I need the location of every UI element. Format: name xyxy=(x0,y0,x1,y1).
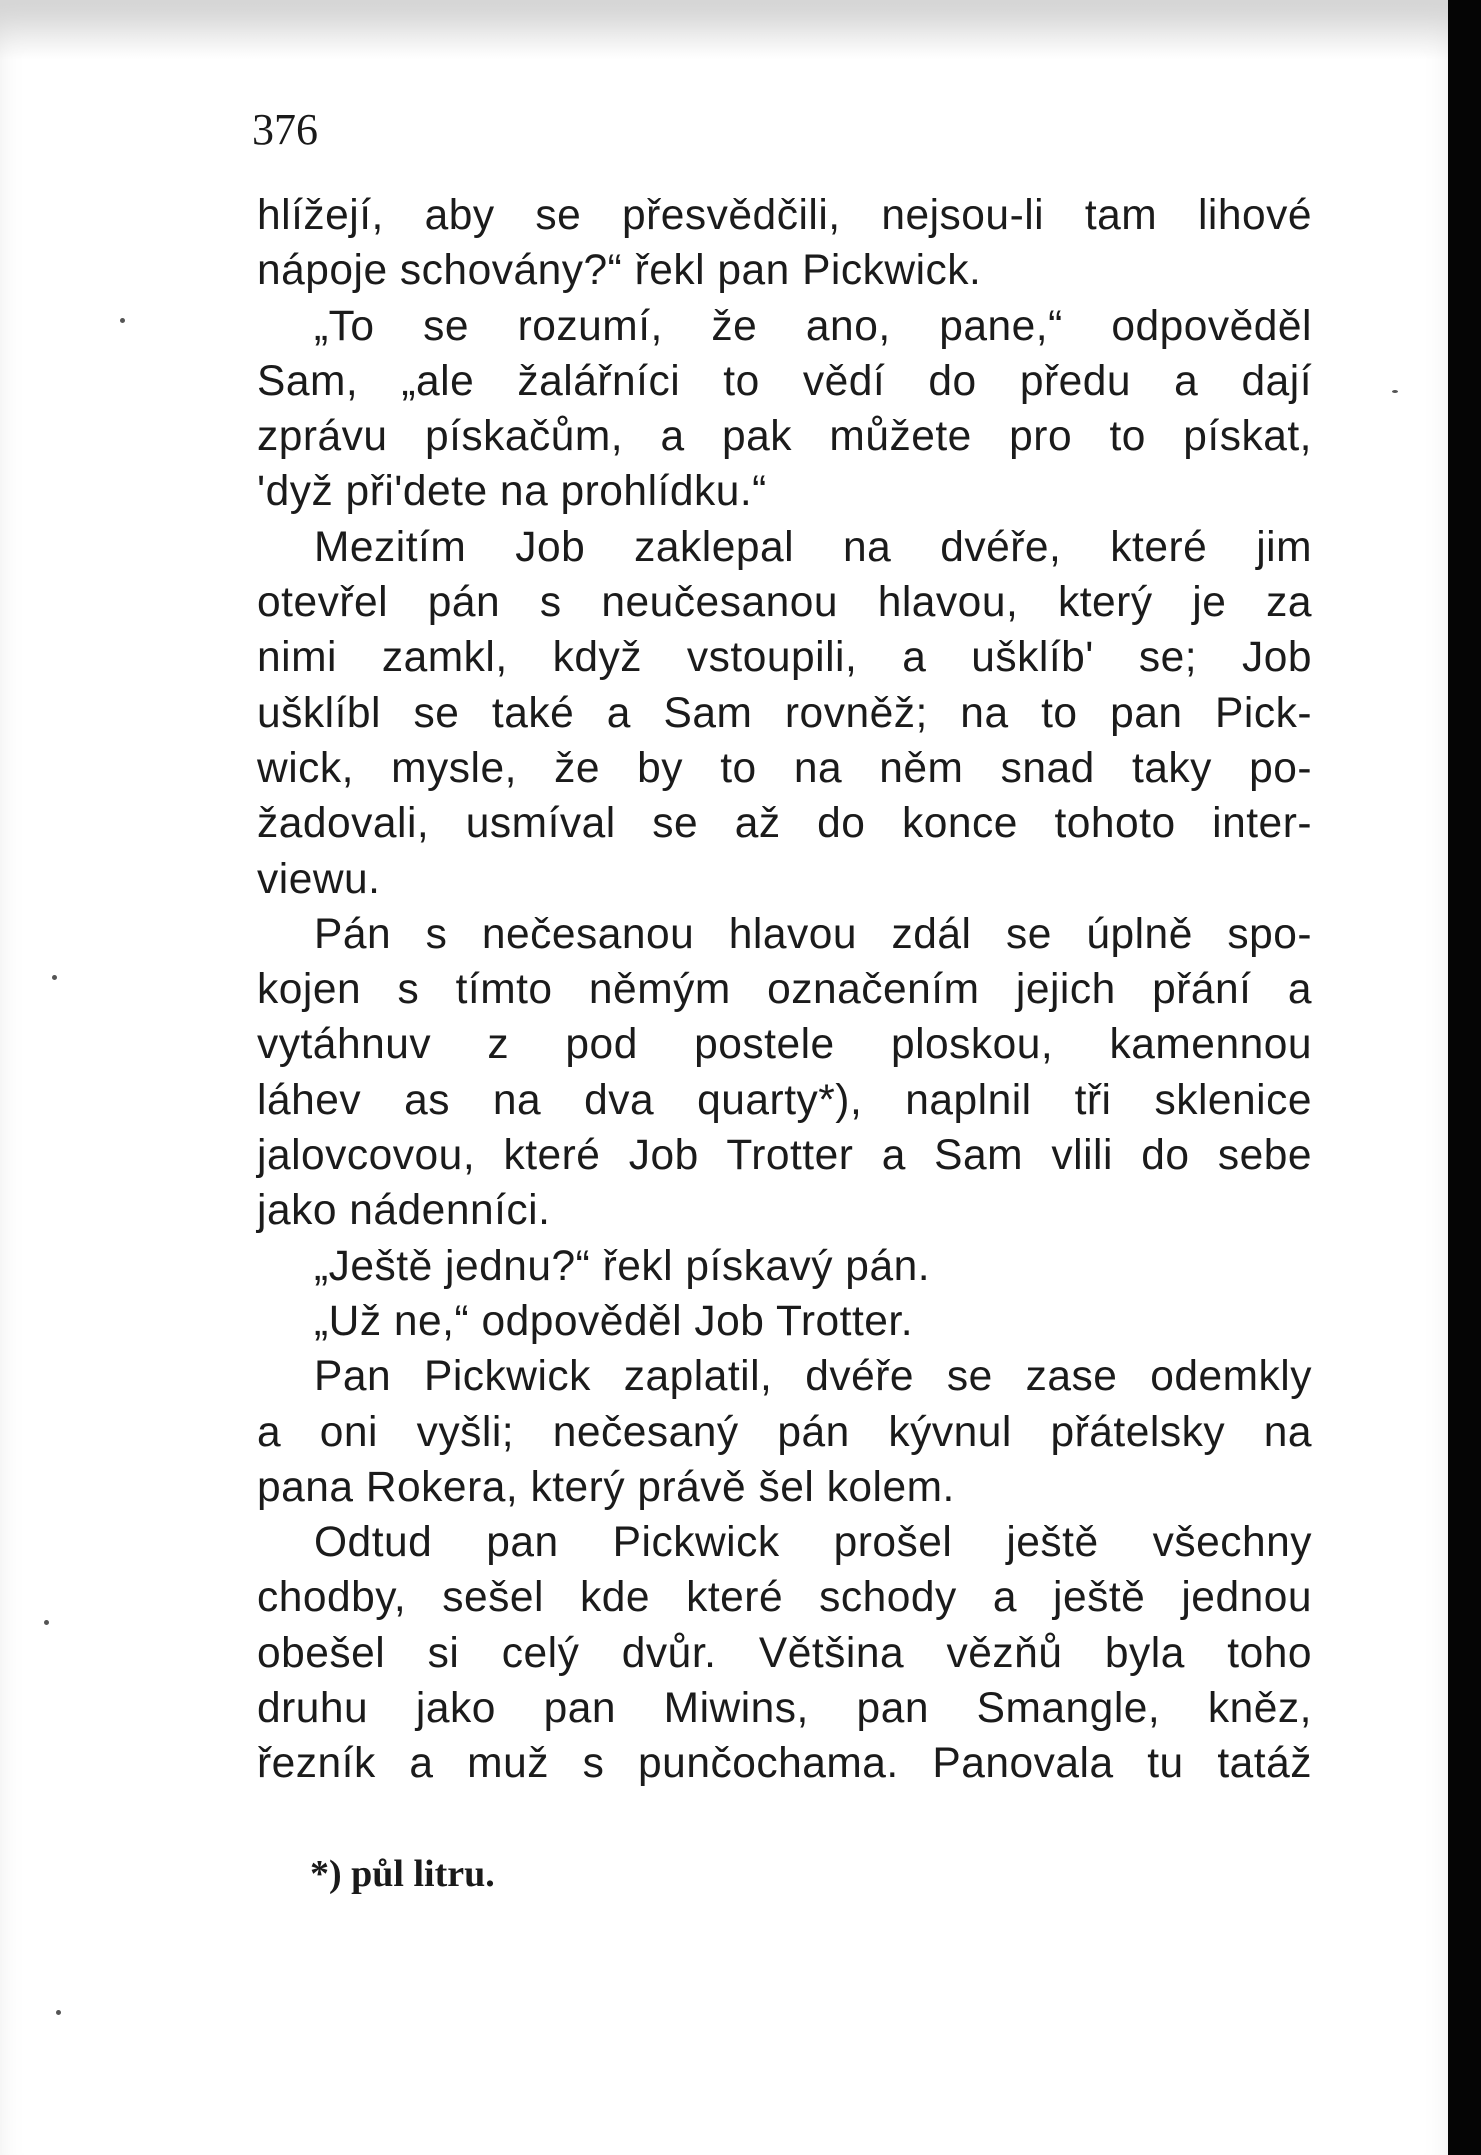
text-line: jako nádenníci. xyxy=(257,1187,551,1235)
text-line: Pán s nečesanou hlavou zdál se úplně spo- xyxy=(314,910,1312,958)
text-line: nápoje schovány?“ řekl pan Pickwick. xyxy=(257,247,982,295)
text-line: chodby, sešel kde které schody a ještě jednou xyxy=(257,1574,1312,1622)
text-line: láhev as na dva quarty*), naplnil tři sklenice xyxy=(257,1076,1312,1124)
text-line: Sam, „ale žalářníci to vědí do předu a dají xyxy=(257,357,1312,405)
text-line: obešel si celý dvůr. Většina vězňů byla toho xyxy=(257,1629,1312,1677)
text-line: Odtud pan Pickwick prošel ještě všechny xyxy=(314,1519,1312,1567)
text-line: žadovali, usmíval se až do konce tohoto inter- xyxy=(257,800,1312,848)
paper-speck xyxy=(56,2010,61,2015)
footnote: *) půl litru. xyxy=(310,1853,495,1895)
body-text xyxy=(257,188,1312,1792)
paper-speck xyxy=(120,318,125,323)
text-line: zprávu pískačům, a pak můžete pro to pískat, xyxy=(257,413,1312,461)
text-line: jalovcovou, které Job Trotter a Sam vlili do sebe xyxy=(257,1132,1312,1180)
page-top-shading xyxy=(0,0,1448,60)
text-line: ušklíbl se také a Sam rovněž; na to pan Pick- xyxy=(257,689,1312,737)
page-number: 376 xyxy=(252,105,318,154)
text-line: Pan Pickwick zaplatil, dvéře se zase odemkly xyxy=(314,1353,1312,1401)
text-line: nimi zamkl, když vstoupili, a ušklíb' se; Job xyxy=(257,634,1312,682)
text-line: wick, mysle, že by to na něm snad taky po- xyxy=(257,744,1312,792)
text-line: vytáhnuv z pod postele ploskou, kamennou xyxy=(257,1021,1312,1069)
paper-speck xyxy=(1392,390,1398,393)
text-line: 'dyž při'dete na prohlídku.“ xyxy=(257,468,767,516)
text-line: druhu jako pan Miwins, pan Smangle, kněz, xyxy=(257,1685,1312,1733)
text-line: viewu. xyxy=(257,855,381,903)
text-line: řezník a muž s punčochama. Panovala tu tatáž xyxy=(257,1740,1312,1788)
text-line: kojen s tímto němým označením jejich přání a xyxy=(257,966,1312,1014)
paper-speck xyxy=(44,1620,49,1625)
text-line: pana Rokera, který právě šel kolem. xyxy=(257,1463,955,1511)
text-line: hlížejí, aby se přesvědčili, nejsou-li tam lihové xyxy=(257,192,1312,239)
page-edge xyxy=(1448,0,1481,2155)
text-line: „Už ne,“ odpověděl Job Trotter. xyxy=(314,1297,914,1345)
paper-speck xyxy=(52,975,57,980)
text-line: a oni vyšli; nečesaný pán kývnul přátelsky na xyxy=(257,1408,1312,1456)
text-line: otevřel pán s neučesanou hlavou, který je za xyxy=(257,579,1312,627)
text-line: „To se rozumí, že ano, pane,“ odpověděl xyxy=(314,302,1312,350)
text-line: Mezitím Job zaklepal na dvéře, které jim xyxy=(314,523,1312,571)
text-line: „Ještě jednu?“ řekl pískavý pán. xyxy=(314,1242,931,1290)
